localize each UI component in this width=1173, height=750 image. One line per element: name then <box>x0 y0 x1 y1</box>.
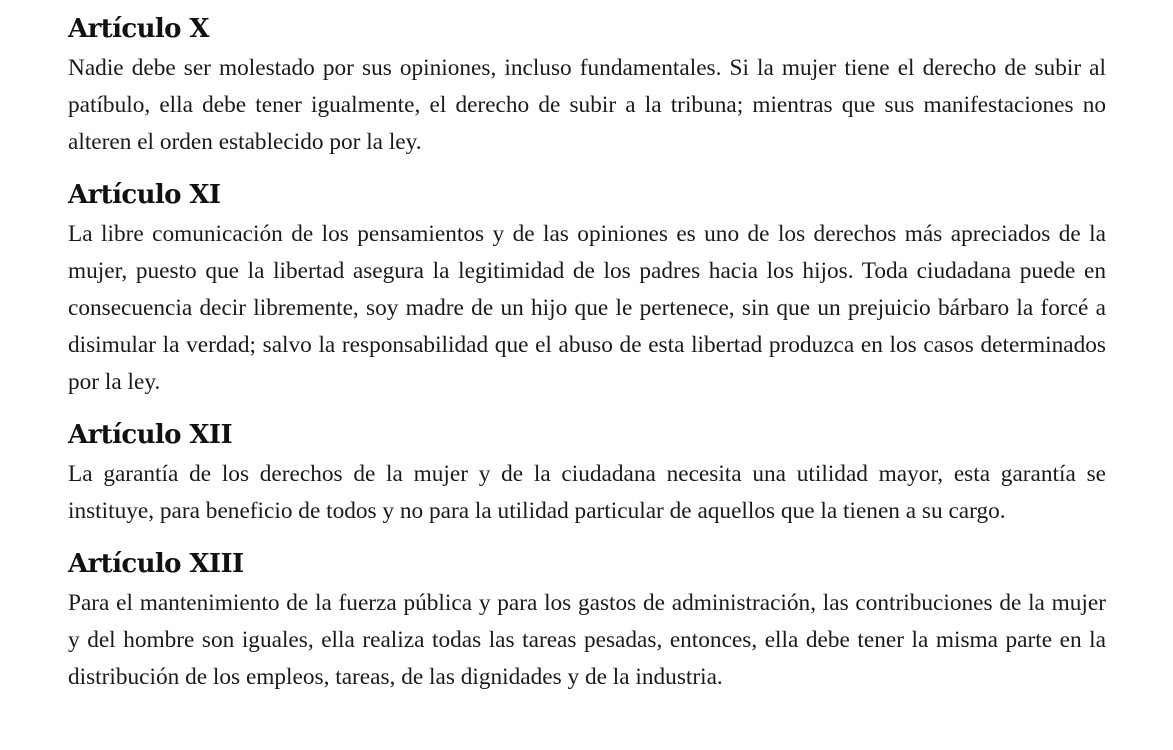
article-x <box>68 8 1106 161</box>
article-body: La garantía de los derechos de la mujer y de la ciudadana necesita una utilidad mayor, esta garantía se instituye, para beneficio de todos y no para la utilidad particular de aquellos que la tienen a su cargo. <box>68 461 1106 524</box>
article-xiii <box>68 543 1106 696</box>
article-body: La libre comunicación de los pensamientos y de las opiniones es uno de los derechos más apreciados de la mujer, puesto que la libertad asegura la legitimidad de los padres hacia los hijos. Toda ciudadana puede en consecuencia decir libremente, soy madre de un hijo que le pertenece, sin que un prejuicio bárbaro la forcé a disimular la verdad; salvo la responsabilidad que el abuso de esta libertad produzca en los casos determinados por la ley. <box>68 221 1106 395</box>
article-body: Nadie debe ser molestado por sus opiniones, incluso fundamentales. Si la mujer tiene el derecho de subir al patíbulo, ella debe tener igualmente, el derecho de subir a la tribuna; mientras que sus manifestaciones no alteren el orden establecido por la ley. <box>68 55 1106 155</box>
article-title: Artículo XI <box>68 180 221 210</box>
article-title: Artículo X <box>68 14 209 44</box>
article-title: Artículo XII <box>68 420 233 450</box>
article-body: Para el mantenimiento de la fuerza pública y para los gastos de administración, las contribuciones de la mujer y del hombre son iguales, ella realiza todas las tareas pesadas, entonces, ella debe tener la misma parte en la distribución de los empleos, tareas, de las dignidades y de la industria. <box>68 590 1106 690</box>
article-xii <box>68 414 1106 530</box>
article-xi <box>68 174 1106 401</box>
document-page <box>68 8 1106 696</box>
article-title: Artículo XIII <box>68 549 244 579</box>
